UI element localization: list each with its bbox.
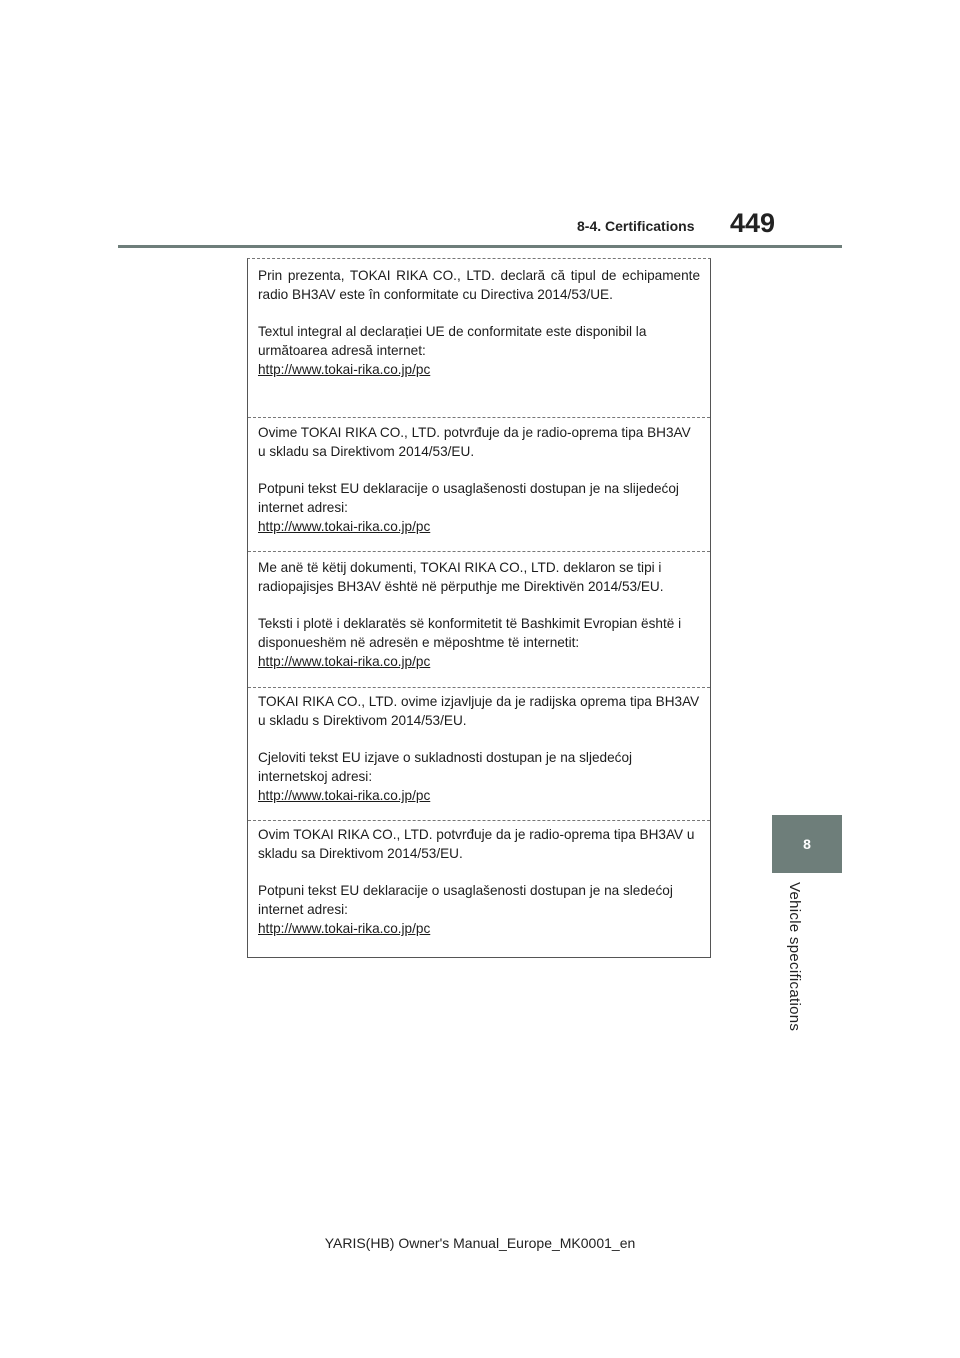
declaration-serbian: [248, 825, 710, 938]
declaration-availability: Teksti i plotë i deklaratës së konformitetit të Bashkimit Evropian është i disponueshëm në adresën e mëposhtme të internetit:: [258, 616, 682, 650]
declaration-url-link[interactable]: http://www.tokai-rika.co.jp/pc: [258, 519, 431, 534]
declaration-romanian: [248, 266, 710, 379]
declaration-croatian: [248, 692, 710, 805]
section-separator: [248, 551, 710, 552]
declaration-url-link[interactable]: http://www.tokai-rika.co.jp/pc: [258, 362, 431, 377]
section-title: 8-4. Certifications: [577, 218, 695, 234]
declarations-box: [247, 258, 711, 958]
declaration-statement: Prin prezenta, TOKAI RIKA CO., LTD. declară că tipul de echipamente radio BH3AV este în conformitate cu Directiva 2014/53/UE.: [258, 268, 700, 302]
declaration-availability: Textul integral al declarației UE de conformitate este disponibil la următoarea adresă internet:: [258, 324, 647, 358]
declaration-url-link[interactable]: http://www.tokai-rika.co.jp/pc: [258, 921, 431, 936]
chapter-title: Vehicle specifications: [786, 882, 803, 1032]
declaration-statement: Me anë të këtij dokumenti, TOKAI RIKA CO., LTD. deklaron se tipi i radiopajisjes BH3AV është në përputhje me Direktivën 2014/53/EU.: [258, 560, 664, 594]
declaration-availability: Cjeloviti tekst EU izjave o sukladnosti dostupan je na sljedećoj internetskoj adresi:: [258, 750, 633, 784]
chapter-tab[interactable]: [772, 815, 842, 873]
declaration-bosnian: [248, 423, 710, 536]
section-separator: [248, 417, 710, 418]
declaration-albanian: [248, 558, 710, 671]
section-separator: [248, 687, 710, 688]
chapter-number: 8: [803, 836, 811, 852]
declaration-availability: Potpuni tekst EU deklaracije o usaglašenosti dostupan je na slijedećoj internet adresi:: [258, 481, 679, 515]
declaration-statement: Ovime TOKAI RIKA CO., LTD. potvrđuje da je radio-oprema tipa BH3AV u skladu sa Direktivom 2014/53/EU.: [258, 425, 691, 459]
section-separator: [248, 820, 710, 821]
declaration-url-link[interactable]: http://www.tokai-rika.co.jp/pc: [258, 654, 431, 669]
header-divider: [118, 245, 842, 248]
declaration-url-link[interactable]: http://www.tokai-rika.co.jp/pc: [258, 788, 431, 803]
page-number: 449: [730, 208, 776, 238]
declaration-statement: Ovim TOKAI RIKA CO., LTD. potvrđuje da je radio-oprema tipa BH3AV u skladu sa Direktivom 2014/53/EU.: [258, 827, 695, 861]
declaration-statement: TOKAI RIKA CO., LTD. ovime izjavljuje da je radijska oprema tipa BH3AV u skladu s Direktivom 2014/53/EU.: [258, 694, 700, 728]
footer-manual-id: YARIS(HB) Owner's Manual_Europe_MK0001_en: [324, 1235, 636, 1251]
declaration-availability: Potpuni tekst EU deklaracije o usaglašenosti dostupan je na sledećoj internet adresi:: [258, 883, 673, 917]
